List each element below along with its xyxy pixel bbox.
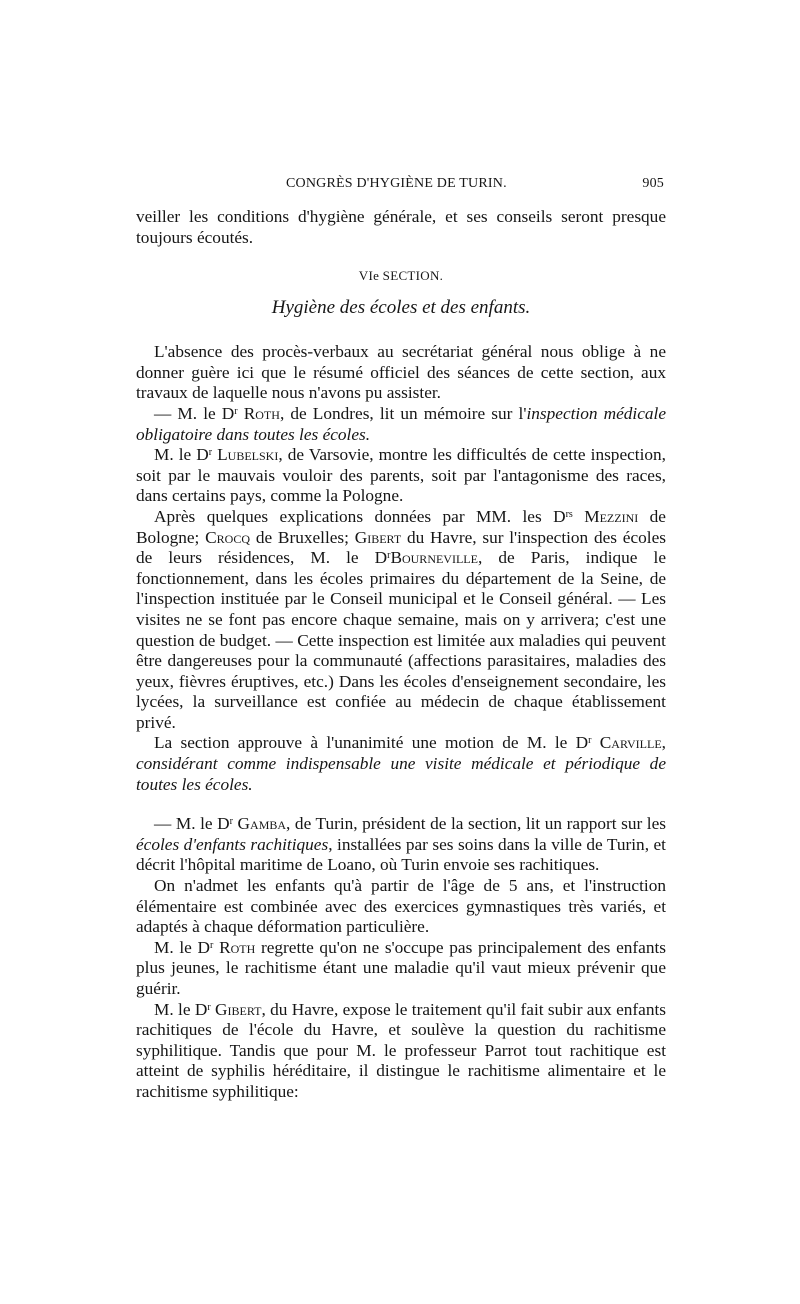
page-header <box>136 176 666 196</box>
paragraph: — M. le $D^r$ Roth, de Londres, lit un mémoire sur l'inspection médicale obligatoire dans toutes les écoles. <box>136 403 666 444</box>
paragraph: Après quelques explications données par MM. les $D^{rs}$ Mezzini de Bologne; Crocq de Bruxelles; Gibert du Havre, sur l'inspection des écoles de leurs résidences, M. le $D^rBourneville$, de Paris, indique le fonctionnement, dans les écoles primaires du département de la Seine, de l'inspection instituée par le Conseil municipal et le Conseil général. — Les visites ne se font pas encore chaque semaine, mais on y arrivera; c'est une question de budget. — Cette inspection est limitée aux maladies qui peuvent être dangereuses pour la communauté (affections parasitaires, maladies des yeux, fièvres éruptives, etc.) Dans les écoles d'enseignement secondaire, les lycées, la surveillance est confiée au médecin de chaque établissement privé. <box>136 506 667 732</box>
italic-phrase: considérant comme indispensable une visite médicale et périodique de toutes les écoles. <box>136 754 666 794</box>
person-name: Bourneville <box>390 548 478 568</box>
person-name: Crocq <box>205 527 251 547</box>
person-name: Roth <box>219 937 256 957</box>
paragraph: L'absence des procès-verbaux au secrétariat général nous oblige à ne donner guère ici que le résumé officiel des séances de cette section, aux travaux de laquelle nous n'avons pu assister. <box>136 342 666 403</box>
paragraph: — M. le $D^r$ Gamba, de Turin, président de la section, lit un rapport sur les écoles d'enfants rachitiques, installées par ses soins dans la ville de Turin, et décrit l'hôpital maritime de Loano, où Turin envoie ses rachitiques. <box>136 814 666 875</box>
person-name: Mezzini <box>584 506 639 526</box>
paragraph: M. le $D^r$ Lubelski, de Varsovie, montre les difficultés de cette inspection, soit par le mauvais vouloir des parents, soit par l'antagonisme des races, dans certains pays, comme la Pologne. <box>136 445 666 506</box>
section-label: VIe SECTION. <box>358 268 444 284</box>
running-title: CONGRÈS D'HYGIÈNE DE TURIN. <box>286 176 507 191</box>
person-name: Lubelski <box>217 445 279 465</box>
paragraph: On n'admet les enfants qu'à partir de l'âge de 5 ans, et l'instruction élémentaire est combinée avec des exercices gymnastiques très variés, et adaptés à chaque déformation particulière. <box>136 876 666 937</box>
person-name: Gibert <box>354 527 402 547</box>
page-number: 905 <box>642 176 664 191</box>
paragraph: M. le $D^r$ Gibert, du Havre, expose le traitement qu'il fait subir aux enfants rachitiques de l'école du Havre, et soulève la question du rachitisme syphilitique. Tandis que pour M. le professeur Parrot tout rachitique est atteint de syphilis héréditaire, il distingue le rachitisme alimentaire et le rachitisme syphilitique: <box>136 999 667 1101</box>
paragraph-continuation: veiller les conditions d'hygiène générale, et ses conseils seront presque toujours écoutés. <box>136 207 666 247</box>
person-name: Roth <box>243 403 280 423</box>
person-name: Gamba <box>237 814 287 834</box>
italic-phrase: inspection médicale obligatoire dans toutes les écoles. <box>136 403 666 444</box>
paragraph: M. le $D^r$ Roth regrette qu'on ne s'occupe pas principalement des enfants plus jeunes, le rachitisme étant une maladie qu'il vaut mieux prévenir que guérir. <box>136 937 666 998</box>
body-text <box>136 207 666 1103</box>
paragraph: La section approuve à l'unanimité une motion de M. le $D^r$ Carville, considérant comme indispensable une visite médicale et périodique de toutes les écoles. <box>136 733 666 794</box>
person-name: Gibert <box>215 999 262 1019</box>
italic-phrase: écoles d'enfants rachitiques <box>136 834 329 854</box>
section-title: Hygiène des écoles et des enfants. <box>271 297 531 319</box>
person-name: Carville <box>599 733 662 753</box>
